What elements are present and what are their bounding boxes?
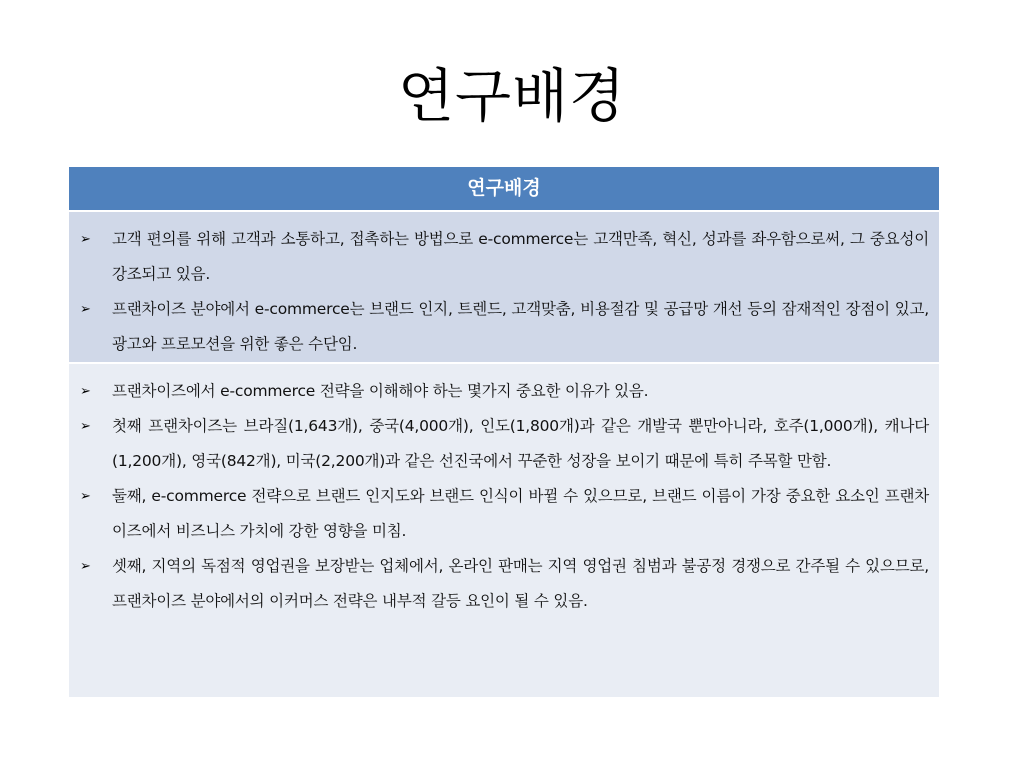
arrowhead-bullet-icon: ➢ xyxy=(80,302,91,317)
arrowhead-bullet-icon: ➢ xyxy=(80,559,91,574)
bullet-item xyxy=(77,549,929,619)
bullet-text: 둘째, e-commerce 전략으로 브랜드 인지도와 브랜드 인식이 바뀔 수 있으므로, 브랜드 이름이 가장 중요한 요소인 프랜차이즈에서 비즈니스 가치에 강한 영향을 미침. xyxy=(112,487,929,540)
arrowhead-bullet-icon: ➢ xyxy=(80,419,91,434)
table-row xyxy=(69,212,939,364)
bullet-item xyxy=(77,222,929,292)
bullet-text: 셋째, 지역의 독점적 영업권을 보장받는 업체에서, 온라인 판매는 지역 영업권 침범과 불공정 경쟁으로 간주될 수 있으므로, 프랜차이즈 분야에서의 이커머스 전략은 내부적 갈등 요인이 될 수 있음. xyxy=(112,557,929,610)
bullet-text: 프랜차이즈에서 e-commerce 전략을 이해해야 하는 몇가지 중요한 이유가 있음. xyxy=(112,382,649,400)
table-row xyxy=(69,364,939,697)
bullet-text: 프랜차이즈 분야에서 e-commerce는 브랜드 인지, 트렌드, 고객맞춤, 비용절감 및 공급망 개선 등의 잠재적인 장점이 있고, 광고와 프로모션을 위한 좋은 수단임. xyxy=(112,300,929,353)
slide-title: 연구배경 xyxy=(397,62,627,130)
bullet-item xyxy=(77,479,929,549)
bullet-item xyxy=(77,292,929,362)
table-header: 연구배경 xyxy=(69,167,939,212)
bullet-item xyxy=(77,409,929,479)
content-table xyxy=(69,167,939,697)
bullet-text: 고객 편의를 위해 고객과 소통하고, 접촉하는 방법으로 e-commerce는 고객만족, 혁신, 성과를 좌우함으로써, 그 중요성이 강조되고 있음. xyxy=(112,230,929,283)
arrowhead-bullet-icon: ➢ xyxy=(80,384,91,399)
bullet-text: 첫째 프랜차이즈는 브라질(1,643개), 중국(4,000개), 인도(1,800개)과 같은 개발국 뿐만아니라, 호주(1,000개), 캐나다(1,200개), 영국(842개), 미국(2,200개)과 같은 선진국에서 꾸준한 성장을 보이기 때문에 특히 주목할 만함. xyxy=(112,417,929,470)
arrowhead-bullet-icon: ➢ xyxy=(80,232,91,247)
bullet-item xyxy=(77,374,929,409)
arrowhead-bullet-icon: ➢ xyxy=(80,489,91,504)
